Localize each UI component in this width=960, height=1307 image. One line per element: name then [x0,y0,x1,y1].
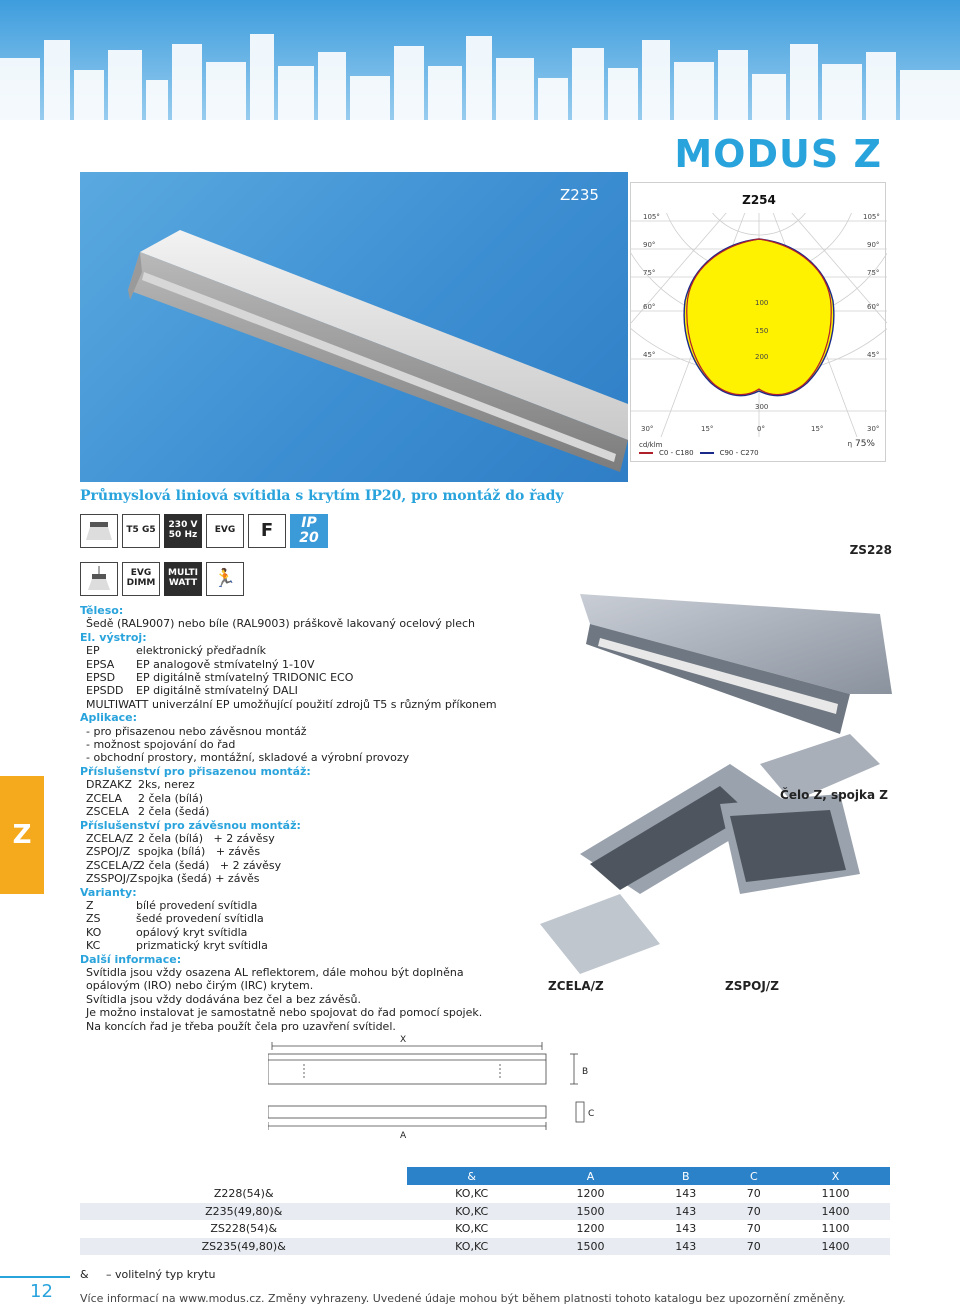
polar-legend [639,441,759,457]
table-cell: Z235(49,80)& [80,1203,407,1221]
pendant-lamp-icon [80,562,118,596]
polar-right-angle: 45° [867,351,880,359]
polar-right-angle: 75° [867,269,880,277]
photo-label: Z235 [560,186,599,204]
evg-dimm-label: EVG DIMM [126,568,156,588]
table-cell: 143 [645,1185,727,1203]
table-cell: 1500 [536,1238,645,1256]
acc1-heading: Příslušenství pro přisazenou montáž: [80,764,311,778]
polar-chart [631,213,887,437]
icons-row-2 [80,562,244,596]
table-cell: 1500 [536,1203,645,1221]
polar-bottom-angle: 30° [641,425,654,433]
info-line: Je možno instalovat je samostatně nebo spojovat do řad pomocí spojek. [86,1006,483,1020]
table-cell: 1400 [781,1203,890,1221]
table-cell: KO,KC [407,1238,536,1256]
skyline-background [0,0,960,140]
table-header-cell [80,1167,407,1185]
table-cell: KO,KC [407,1203,536,1221]
product-subtitle: Průmyslová liniová svítidla s krytím IP20, pro montáž do řady [80,488,564,504]
multi-watt-label: MULTI WATT [168,568,198,588]
var-heading: Varianty: [80,885,137,899]
dim-x-label: X [400,1035,407,1045]
table-row [80,1220,890,1238]
body-heading: Těleso: [80,604,124,617]
info-heading: Další informace: [80,952,182,966]
footnote-symbol: & [80,1268,89,1281]
acc2-row: ZSCELA/Z 2 čela (šedá) + 2 závěsy [86,858,282,872]
celo-caption: Čelo Z, spojka Z [780,788,888,802]
emergency-exit-icon: 🏃 [206,562,244,596]
info-line: Svítidla jsou vždy osazena AL reflektorem, dále mohou být doplněna opálovým (IRO) nebo čirým (IRC) krytem. [86,965,464,993]
app-line: - pro přisazenou nebo závěsnou montáž [86,724,307,738]
footer-disclaimer: Více informací na www.modus.cz. Změny vyhrazeny. Uvedené údaje mohou být během platnosti tohoto katalogu bez upozornění změněny. [80,1292,846,1305]
table-header-cell: A [536,1167,645,1185]
table-cell: 70 [727,1203,781,1221]
footnote-text: – volitelný typ krytu [106,1268,216,1281]
table-cell: 1200 [536,1185,645,1203]
polar-efficiency [848,439,875,449]
acc1-row: DRZAKZ 2ks, nerez [86,778,195,792]
polar-radial-value: 100 [755,299,769,307]
ceiling-lamp-icon [80,514,118,548]
voltage-label: 230 V 50 Hz [168,520,198,540]
zs228-label: ZS228 [849,543,892,557]
table-row [80,1238,890,1256]
polar-radial-value: 200 [755,353,769,361]
polar-right-angle: 105° [863,213,880,221]
voltage-icon [164,514,202,548]
el-row: EPSDD EP digitálně stmívatelný DALI [86,684,298,698]
polar-right-angle: 60° [867,303,880,311]
acc2-row: ZSSPOJ/Z spojka (šedá) + závěs [86,872,260,886]
dimension-drawing [268,1030,608,1142]
table-cell: 70 [727,1238,781,1256]
table-cell: ZS228(54)& [80,1220,407,1238]
polar-title: Z254 [742,193,776,207]
evg-label: EVG [214,525,236,536]
table-cell: 1100 [781,1220,890,1238]
table-cell: 1400 [781,1238,890,1256]
dim-b-label: B [582,1067,589,1077]
info-line: Svítidla jsou vždy dodávána bez čel a bez závěsů. [86,992,361,1006]
table-header-cell: B [645,1167,727,1185]
spec-block [80,604,510,1033]
app-heading: Aplikace: [80,711,138,725]
ip20-label: IP 20 [299,514,319,546]
app-line: - obchodní prostory, montážní, skladové a výrobní provozy [86,751,410,765]
var-row: KC prizmatický kryt svítidla [86,939,268,953]
page-title: MODUS Z [674,132,882,176]
table-row [80,1203,890,1221]
table-header-cell: C [727,1167,781,1185]
section-tab: Z [0,776,44,894]
legend-c0-label: C0 - C180 [659,449,694,457]
acc2-row: ZSPOJ/Z spojka (bílá) + závěs [86,845,261,859]
el-row: EPSA EP analogově stmívatelný 1-10V [86,657,315,671]
table-header-row [80,1167,890,1185]
polar-left-angle: 60° [643,303,656,311]
dim-a-label: A [400,1131,407,1141]
dimensions-table [80,1167,890,1255]
zcela-caption: ZCELA/Z [548,979,604,993]
polar-left-angle: 90° [643,241,656,249]
t5-g5-icon [122,514,160,548]
table-cell: 1100 [781,1185,890,1203]
var-row: ZS šedé provedení svítidla [86,912,264,926]
el-row: EPSD EP digitálně stmívatelný TRIDONIC ECO [86,671,354,685]
evg-icon [206,514,244,548]
table-cell: 70 [727,1185,781,1203]
f-mark-label: F [260,520,274,542]
polar-bottom-angle: 30° [867,425,880,433]
efficiency-symbol: η [847,440,853,448]
table-cell: 143 [645,1238,727,1256]
acc1-row: ZSCELA 2 čela (šedá) [86,805,210,819]
f-mark-icon [248,514,286,548]
legend-c90-swatch [700,452,714,454]
table-cell: 70 [727,1220,781,1238]
table-cell: 143 [645,1203,727,1221]
multi-watt-icon [164,562,202,596]
table-cell: 143 [645,1220,727,1238]
table-header-cell: & [407,1167,536,1185]
var-row: KO opálový kryt svítidla [86,925,248,939]
table-cell: ZS235(49,80)& [80,1238,407,1256]
icons-row-1 [80,514,328,548]
body-text: Šedě (RAL9007) nebo bíle (RAL9003) práškově lakovaný ocelový plech [86,617,476,631]
table-cell: Z228(54)& [80,1185,407,1203]
polar-radial-value: 150 [755,327,769,335]
polar-unit: cd/klm [639,441,663,449]
accessories-photo [520,564,892,1004]
evg-dimm-icon [122,562,160,596]
product-photo-panel [80,172,628,482]
ip20-icon [290,514,328,548]
el-row: MULTIWATT univerzální EP umožňující použití zdrojů T5 s různým příkonem [86,697,497,711]
var-row: Z bílé provedení svítidla [86,898,258,912]
luminaire-photo [80,172,628,482]
zspoj-caption: ZSPOJ/Z [725,979,779,993]
polar-left-angle: 75° [643,269,656,277]
footnote [80,1268,215,1281]
app-line: - možnost spojování do řad [86,738,236,752]
polar-radial-value: 300 [755,403,769,411]
polar-bottom-angle: 15° [811,425,824,433]
table-cell: KO,KC [407,1185,536,1203]
acc2-heading: Příslušenství pro závěsnou montáž: [80,818,301,832]
acc1-row: ZCELA 2 čela (bílá) [86,791,204,805]
efficiency-value: 75% [854,439,875,449]
table-row [80,1185,890,1203]
table-cell: 1200 [536,1220,645,1238]
table-header-cell: X [781,1167,890,1185]
el-heading: El. výstroj: [80,630,147,644]
t5-g5-label: T5 G5 [126,525,156,536]
dim-c-label: C [588,1109,595,1119]
polar-right-angle: 90° [867,241,880,249]
table-cell: KO,KC [407,1220,536,1238]
acc2-row: ZCELA/Z 2 čela (bílá) + 2 závěsy [86,831,275,845]
legend-c90-label: C90 - C270 [719,449,759,457]
polar-left-angle: 105° [643,213,660,221]
polar-bottom-angle: 0° [757,425,765,433]
page-number: 12 [30,1281,53,1302]
polar-diagram [630,182,886,462]
legend-c0-swatch [639,452,653,454]
polar-left-angle: 45° [643,351,656,359]
info-line: Na koncích řad je třeba použít čela pro uzavření svítidel. [86,1019,396,1033]
polar-bottom-angle: 15° [701,425,714,433]
el-row: EP elektronický předřadník [86,644,267,658]
